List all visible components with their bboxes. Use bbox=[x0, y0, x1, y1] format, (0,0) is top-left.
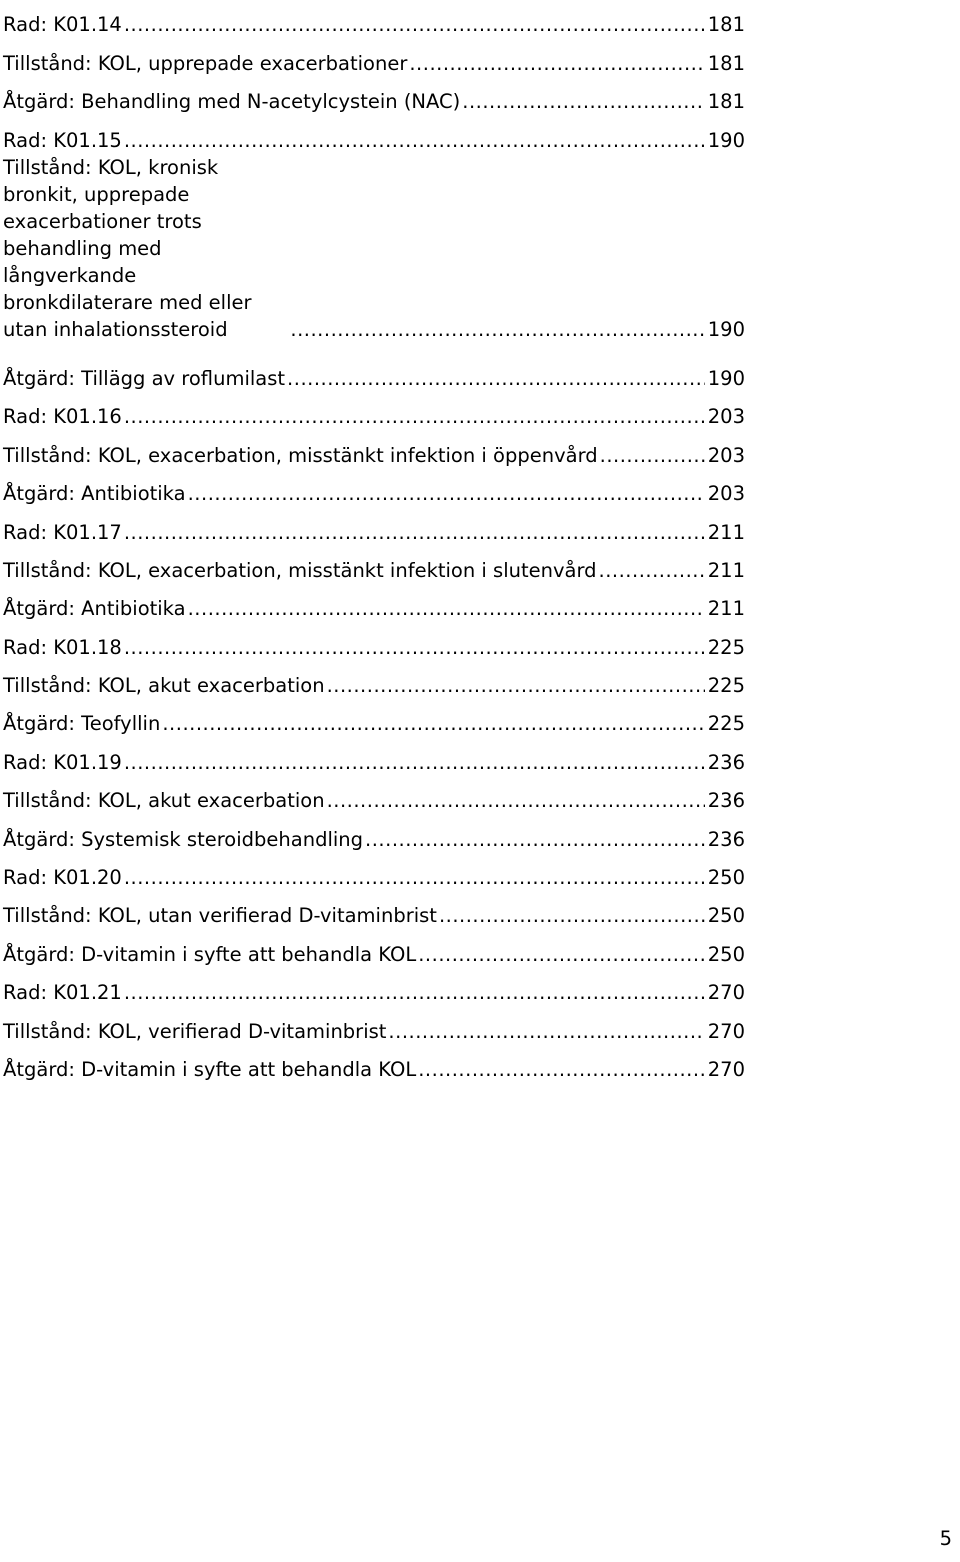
toc-entry-page: 250 bbox=[707, 904, 745, 928]
toc-entry-label: Åtgärd: Tillägg av roflumilast bbox=[3, 366, 286, 390]
toc-leader-dots bbox=[599, 557, 705, 584]
toc-leader-dots bbox=[600, 442, 705, 469]
toc-entry-label: Tillstånd: KOL, akut exacerbation bbox=[3, 789, 325, 813]
toc-entry[interactable] bbox=[3, 929, 745, 967]
toc-entry-label: Tillstånd: KOL, utan verifierad D-vitaminbrist bbox=[3, 904, 437, 928]
toc-entry-page: 190 bbox=[707, 317, 745, 341]
toc-entry-label: Tillstånd: KOL, exacerbation, misstänkt infektion i öppenvård bbox=[3, 443, 598, 467]
toc-entry[interactable] bbox=[3, 1045, 745, 1083]
toc-leader-dots bbox=[188, 480, 705, 507]
toc-entry[interactable] bbox=[3, 1006, 745, 1044]
toc-entry-page: 203 bbox=[707, 482, 745, 506]
toc-entry-label: Åtgärd: Antibiotika bbox=[3, 597, 186, 621]
toc-entry-label: Tillstånd: KOL, exacerbation, misstänkt infektion i slutenvård bbox=[3, 558, 597, 582]
toc-entry-page: 236 bbox=[707, 827, 745, 851]
toc-entry-page: 181 bbox=[707, 51, 745, 75]
toc-leader-dots bbox=[124, 127, 705, 154]
toc-entry[interactable] bbox=[3, 38, 745, 76]
toc-entry[interactable] bbox=[3, 430, 745, 468]
toc-entry-label: Rad: K01.14 bbox=[3, 13, 122, 37]
toc-entry-label: Åtgärd: Behandling med N-acetylcystein (NAC) bbox=[3, 90, 461, 114]
toc-entry-page: 236 bbox=[707, 750, 745, 774]
toc-leader-dots bbox=[124, 403, 705, 430]
toc-entry-label: Tillstånd: KOL, akut exacerbation bbox=[3, 674, 325, 698]
page-number: 5 bbox=[939, 1527, 952, 1550]
toc-entry-page: 211 bbox=[707, 597, 745, 621]
toc-entry-label: Rad: K01.18 bbox=[3, 635, 122, 659]
toc-entry-page: 270 bbox=[707, 1019, 745, 1043]
toc-entry-label: Åtgärd: D-vitamin i syfte att behandla KOL bbox=[3, 1057, 417, 1081]
toc-entry-page: 250 bbox=[707, 866, 745, 890]
toc-entry-label: Åtgärd: Systemisk steroidbehandling bbox=[3, 827, 364, 851]
toc-leader-dots bbox=[124, 11, 705, 38]
toc-entry-page: 270 bbox=[707, 981, 745, 1005]
toc-entry[interactable] bbox=[3, 546, 745, 584]
toc-entry-page: 225 bbox=[707, 674, 745, 698]
toc-entry[interactable] bbox=[3, 115, 745, 153]
toc-leader-dots bbox=[124, 864, 705, 891]
toc-leader-dots bbox=[287, 365, 705, 392]
table-of-contents bbox=[3, 0, 745, 1083]
toc-entry-label: Rad: K01.15 bbox=[3, 128, 122, 152]
toc-entry-page: 181 bbox=[707, 13, 745, 37]
toc-entry[interactable] bbox=[3, 814, 745, 852]
toc-entry[interactable] bbox=[3, 507, 745, 545]
toc-entry[interactable] bbox=[3, 77, 745, 115]
toc-entry-label: Åtgärd: D-vitamin i syfte att behandla KOL bbox=[3, 942, 417, 966]
toc-leader-dots bbox=[365, 826, 705, 853]
toc-entry-label: Rad: K01.17 bbox=[3, 520, 122, 544]
toc-entry[interactable] bbox=[3, 354, 745, 392]
toc-entry[interactable] bbox=[3, 0, 745, 38]
toc-entry-page: 250 bbox=[707, 942, 745, 966]
toc-leader-dots bbox=[327, 787, 705, 814]
toc-entry-page: 211 bbox=[707, 520, 745, 544]
toc-entry-page: 236 bbox=[707, 789, 745, 813]
toc-entry-page: 270 bbox=[707, 1057, 745, 1081]
toc-entry[interactable] bbox=[3, 776, 745, 814]
toc-entry[interactable] bbox=[3, 661, 745, 699]
toc-leader-dots bbox=[290, 316, 704, 343]
toc-entry[interactable] bbox=[3, 891, 745, 929]
toc-leader-dots bbox=[124, 519, 705, 546]
toc-entry-label: Åtgärd: Antibiotika bbox=[3, 482, 186, 506]
toc-entry-label: Rad: K01.16 bbox=[3, 405, 122, 429]
toc-entry[interactable] bbox=[3, 853, 745, 891]
toc-leader-dots bbox=[124, 749, 705, 776]
toc-entry-page: 181 bbox=[707, 90, 745, 114]
toc-leader-dots bbox=[124, 634, 705, 661]
toc-leader-dots bbox=[409, 50, 704, 77]
toc-leader-dots bbox=[462, 88, 705, 115]
toc-entry-page: 225 bbox=[707, 635, 745, 659]
toc-entry-label: Rad: K01.21 bbox=[3, 981, 122, 1005]
toc-entry-label: Åtgärd: Teofyllin bbox=[3, 712, 161, 736]
toc-entry-page: 211 bbox=[707, 558, 745, 582]
toc-leader-dots bbox=[418, 1056, 705, 1083]
toc-entry[interactable] bbox=[3, 154, 745, 343]
toc-leader-dots bbox=[418, 941, 705, 968]
toc-entry[interactable] bbox=[3, 392, 745, 430]
toc-entry[interactable] bbox=[3, 699, 745, 737]
toc-entry[interactable] bbox=[3, 584, 745, 622]
toc-entry[interactable] bbox=[3, 737, 745, 775]
toc-leader-dots bbox=[388, 1018, 704, 1045]
toc-entry-label: Tillstånd: KOL, verifierad D-vitaminbrist bbox=[3, 1019, 387, 1043]
toc-entry-label: Tillstånd: KOL, upprepade exacerbationer bbox=[3, 51, 408, 75]
toc-leader-dots bbox=[162, 710, 704, 737]
toc-leader-dots bbox=[439, 902, 705, 929]
toc-entry-page: 203 bbox=[707, 405, 745, 429]
toc-entry-page: 203 bbox=[707, 443, 745, 467]
toc-entry[interactable] bbox=[3, 469, 745, 507]
toc-entry[interactable] bbox=[3, 968, 745, 1006]
toc-leader-dots bbox=[124, 979, 705, 1006]
toc-entry-label: Rad: K01.19 bbox=[3, 750, 122, 774]
toc-leader-dots bbox=[327, 672, 705, 699]
toc-entry-page: 190 bbox=[707, 366, 745, 390]
toc-entry-page: 225 bbox=[707, 712, 745, 736]
toc-entry-label: Rad: K01.20 bbox=[3, 866, 122, 890]
toc-leader-dots bbox=[188, 595, 705, 622]
toc-entry-label: Tillstånd: KOL, kronisk bronkit, upprepade exacerbationer trots behandling med långverkande bronkdilaterare med eller utan inhalationssteroid bbox=[3, 155, 252, 341]
toc-entry[interactable] bbox=[3, 622, 745, 660]
toc-entry-page: 190 bbox=[707, 128, 745, 152]
